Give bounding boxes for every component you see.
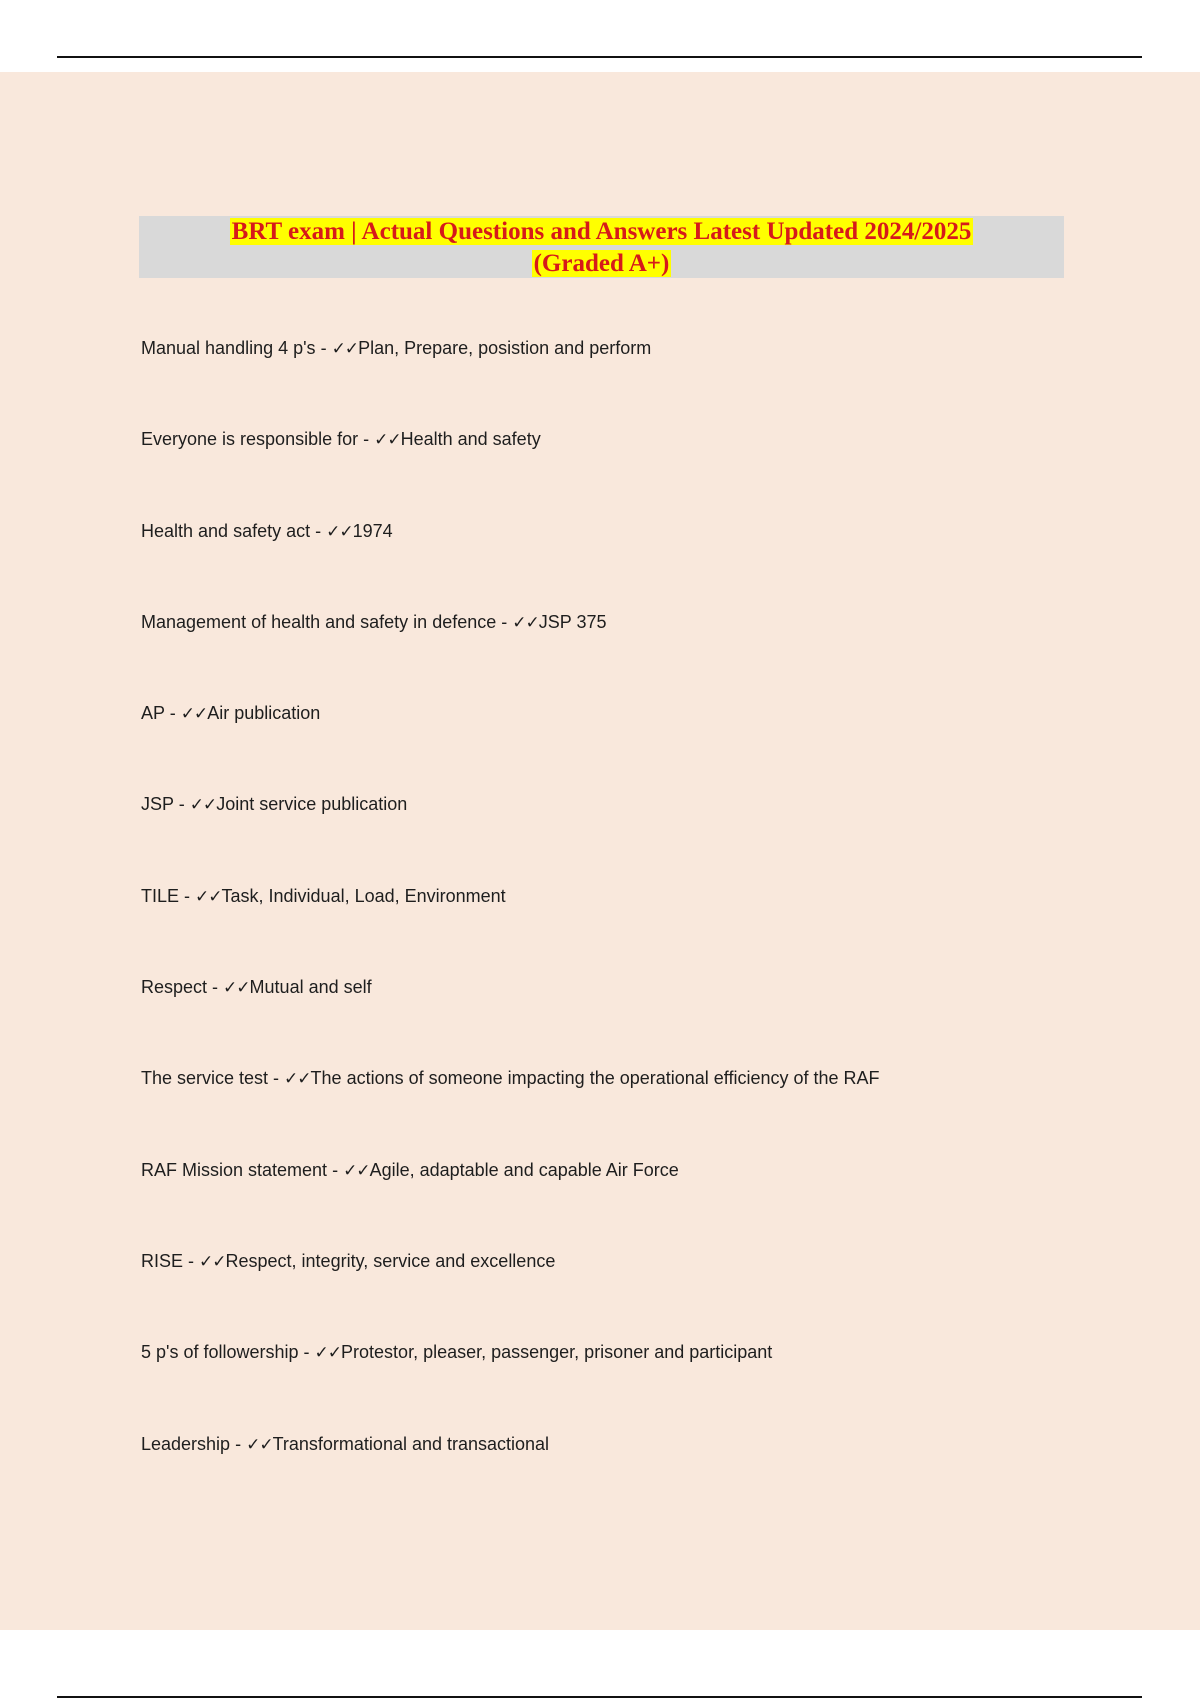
question-text: JSP — [141, 794, 174, 815]
qa-item — [141, 1067, 1101, 1158]
answer-text: JSP 375 — [538, 611, 607, 632]
answer-text: Air publication — [207, 703, 321, 724]
answer-text: The actions of someone impacting the operational efficiency of the RAF — [310, 1068, 880, 1089]
answer-text: Respect, integrity, service and excellence — [225, 1250, 556, 1271]
separator: - — [315, 338, 332, 358]
title-line-1: BRT exam | Actual Questions and Answers Latest Updated 2024/2025 — [231, 218, 972, 245]
title-banner — [139, 216, 1064, 278]
separator: - — [496, 611, 513, 632]
qa-item — [141, 428, 1101, 519]
separator: - — [207, 977, 224, 998]
double-check-icon: ✓✓ — [189, 795, 217, 816]
qa-list — [141, 337, 1101, 1524]
answer-text: Agile, adaptable and capable Air Force — [369, 1159, 679, 1180]
qa-item — [141, 1250, 1101, 1341]
qa-item — [141, 976, 1101, 1067]
double-check-icon: ✓✓ — [314, 1343, 342, 1364]
separator: - — [183, 1250, 200, 1271]
question-text: TILE — [141, 885, 180, 906]
question-text: Leadership — [141, 1433, 231, 1454]
question-text: Health and safety act — [141, 520, 311, 541]
answer-text: Mutual and self — [249, 977, 372, 998]
question-text: 5 p's of followership — [141, 1342, 299, 1363]
qa-item — [141, 1159, 1101, 1250]
answer-text: Protestor, pleaser, passenger, prisoner and participant — [341, 1342, 773, 1363]
double-check-icon: ✓✓ — [223, 978, 250, 999]
double-check-icon: ✓✓ — [199, 1251, 226, 1272]
separator: - — [179, 885, 196, 906]
qa-item — [141, 1341, 1101, 1432]
question-text: RISE — [141, 1250, 184, 1271]
separator: - — [164, 703, 181, 724]
separator: - — [358, 429, 375, 450]
question-text: AP — [141, 703, 165, 724]
answer-text: Transformational and transactional — [272, 1433, 550, 1454]
answer-text: Task, Individual, Load, Environment — [221, 885, 506, 906]
separator: - — [173, 794, 190, 815]
question-text: Everyone is responsible for — [141, 429, 359, 450]
question-text: Manual handling 4 p's — [141, 338, 316, 358]
qa-item — [141, 520, 1101, 611]
qa-item — [141, 793, 1101, 884]
document-title — [139, 216, 1064, 280]
question-text: The service test — [141, 1068, 269, 1089]
title-line-2: (Graded A+) — [533, 250, 670, 277]
qa-item — [141, 885, 1101, 976]
header-rule — [57, 56, 1142, 58]
double-check-icon: ✓✓ — [246, 1434, 273, 1455]
separator: - — [327, 1159, 344, 1180]
double-check-icon: ✓✓ — [284, 1069, 311, 1090]
qa-item — [141, 1433, 1101, 1524]
double-check-icon: ✓✓ — [195, 886, 222, 907]
separator: - — [268, 1068, 285, 1089]
double-check-icon: ✓✓ — [512, 612, 539, 633]
double-check-icon: ✓✓ — [326, 521, 353, 542]
document-page — [0, 72, 1200, 1630]
double-check-icon: ✓✓ — [180, 704, 208, 725]
qa-item — [141, 702, 1101, 793]
separator: - — [298, 1342, 315, 1363]
answer-text: Plan, Prepare, posistion and perform — [358, 338, 652, 358]
answer-text: 1974 — [352, 520, 393, 541]
question-text: Respect — [141, 977, 208, 998]
double-check-icon: ✓✓ — [374, 430, 401, 451]
answer-text: Joint service publication — [216, 794, 408, 815]
double-check-icon: ✓✓ — [331, 339, 359, 359]
separator: - — [310, 520, 327, 541]
question-text: Management of health and safety in defence — [141, 611, 497, 632]
footer-rule — [57, 1696, 1142, 1698]
separator: - — [230, 1433, 247, 1454]
question-text: RAF Mission statement — [141, 1159, 328, 1180]
double-check-icon: ✓✓ — [343, 1160, 370, 1181]
answer-text: Health and safety — [400, 429, 541, 450]
qa-item — [141, 611, 1101, 702]
qa-item — [141, 337, 1101, 428]
